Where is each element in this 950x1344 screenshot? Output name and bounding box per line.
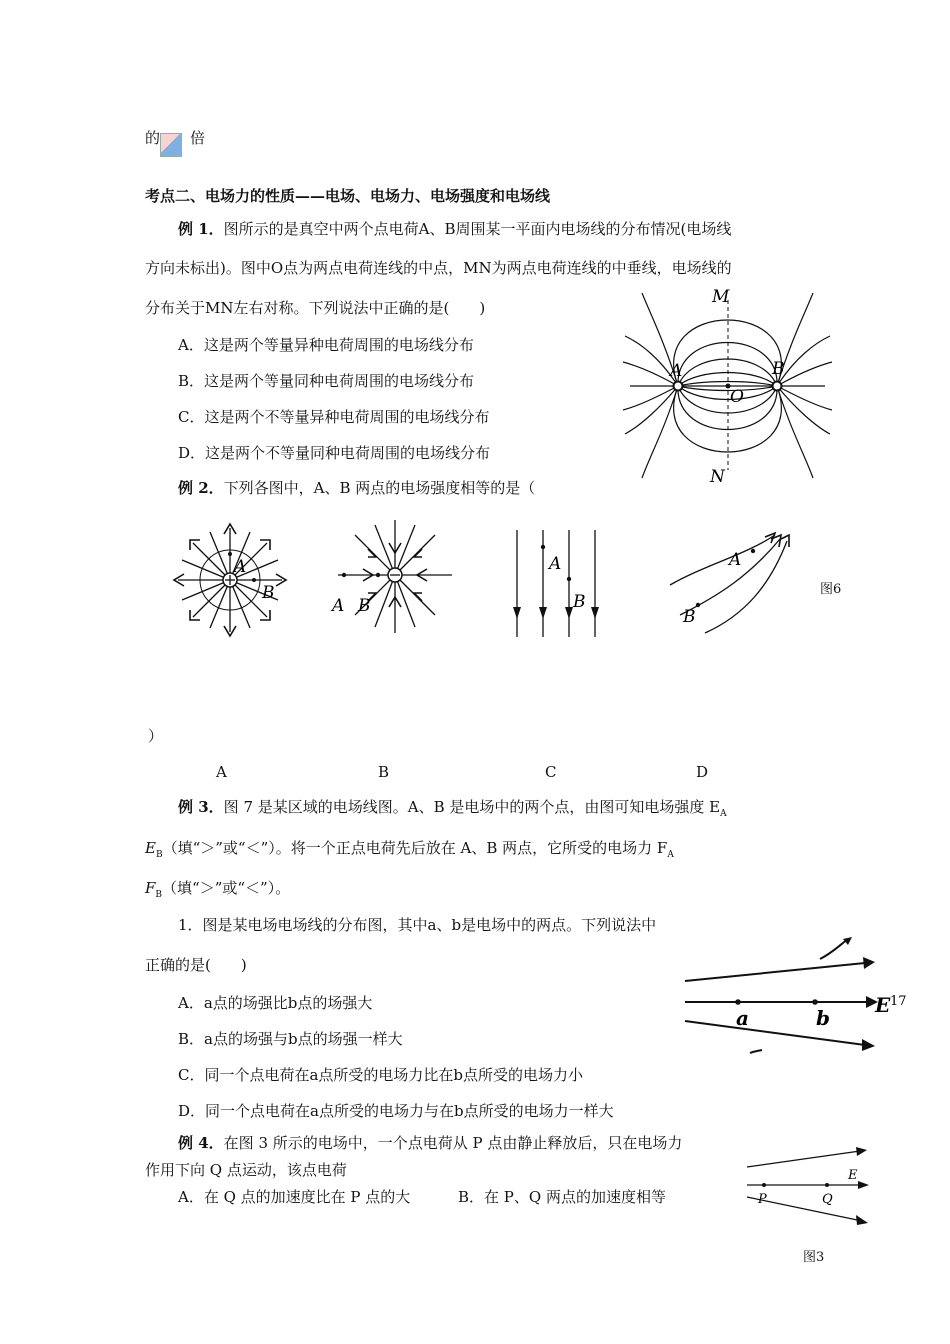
ex4-option-a: A．在 Q 点的加速度比在 P 点的大 <box>178 1188 411 1206</box>
ex3-f: F <box>145 879 156 897</box>
ex2a-label-a: A <box>234 557 247 577</box>
ex3-text3: （填“＞”或“＜”）。 <box>162 879 291 897</box>
ex4-field-figure <box>742 1145 872 1230</box>
ex2d-label-a: A <box>729 550 742 570</box>
ex2-choice-d: D <box>696 763 709 781</box>
ex3-sub-fb: B <box>155 890 163 900</box>
ex2-choice-b: B <box>378 763 390 781</box>
ex4-option-b: B．在 P、Q 两点的加速度相等 <box>458 1188 666 1206</box>
ex1-line1 <box>178 219 731 239</box>
ex2-closing: ） <box>148 727 164 745</box>
ex2-label: 例 2． <box>178 479 224 497</box>
ex1-label-a: A <box>670 361 683 381</box>
ex2-choice-a: A <box>216 763 227 781</box>
ex4-label-e: E <box>848 1168 858 1183</box>
ex2-figure-c <box>505 525 610 640</box>
ex3-text1: 图 7 是某区域的电场线图。A、B 是电场中的两个点，由图可知电场强度 E <box>223 798 721 816</box>
ex2-line <box>178 478 535 498</box>
q1-line1: 1．图是某电场电场线的分布图，其中a、b是电场中的两点。下列说法中 <box>178 916 657 934</box>
ex1-line3: 分布关于MN左右对称。下列说法中正确的是( ) <box>145 299 486 317</box>
ex3-line1 <box>178 797 727 824</box>
ex1-option-a: A．这是两个等量异种电荷周围的电场线分布 <box>178 336 474 354</box>
ex2b-label-b: B <box>358 596 371 616</box>
ex4-label-p: P <box>758 1192 767 1207</box>
q1-label-b: b <box>816 1006 830 1030</box>
ex3-line2 <box>145 838 674 865</box>
ex1-label-n: N <box>710 467 725 487</box>
ex2c-label-a: A <box>549 554 562 574</box>
ex4-text1: 在图 3 所示的电场中，一个点电荷从 P 点由静止释放后，只在电场力 <box>223 1134 683 1152</box>
ex2-figure-caption: 图6 <box>820 582 842 597</box>
ex4-line2: 作用下向 Q 点运动，该点电荷 <box>145 1161 347 1179</box>
ex2-figure-b <box>330 515 460 640</box>
ex1-option-d: D．这是两个不等量同种电荷周围的电场线分布 <box>178 444 491 462</box>
ex3-text2: （填“＞”或“＜”）。将一个正点电荷先后放在 A、B 两点，它所受的电场力 F <box>162 839 668 857</box>
ex2d-label-b: B <box>683 607 696 627</box>
ex2-text: 下列各图中，A、B 两点的电场强度相等的是（ <box>223 479 536 497</box>
ex3-e: E <box>145 839 156 857</box>
q1-label-e: E <box>875 993 891 1017</box>
ex1-label-m: M <box>712 287 730 307</box>
q1-option-a: A．a点的场强比b点的场强大 <box>178 994 373 1012</box>
ex2b-label-a: A <box>332 596 345 616</box>
ex4-label-q: Q <box>822 1192 833 1207</box>
ex3-sub-fa: A <box>667 850 674 860</box>
ex2a-label-b: B <box>262 583 275 603</box>
section-heading: 考点二、电场力的性质——电场、电场力、电场强度和电场线 <box>145 187 551 205</box>
ex3-label: 例 3． <box>178 798 224 816</box>
ex1-field-figure <box>620 287 835 487</box>
q1-option-b: B．a点的场强与b点的场强一样大 <box>178 1030 403 1048</box>
q1-label-a: a <box>736 1006 749 1030</box>
ex2-choice-c: C <box>545 763 557 781</box>
q1-option-c: C．同一个点电荷在a点所受的电场力比在b点所受的电场力小 <box>178 1066 584 1084</box>
q1-field-figure <box>680 935 910 1060</box>
ex2-figure-d <box>665 525 805 640</box>
ex1-label-o: O <box>730 387 744 407</box>
ex2-figure-a <box>170 520 290 640</box>
intro-post: 倍 <box>190 129 206 147</box>
q1-label-num: 17 <box>890 994 907 1009</box>
ex3-sub-a: A <box>720 809 727 819</box>
ex3-sub-b: B <box>155 850 163 860</box>
ex4-line1 <box>178 1133 682 1153</box>
ex1-line2: 方向未标出)。图中O点为两点电荷连线的中点，MN为两点电荷连线的中垂线，电场线的 <box>145 259 732 277</box>
ex4-label: 例 4． <box>178 1134 224 1152</box>
ex4-figure-caption: 图3 <box>803 1250 825 1265</box>
ex1-text1: 图所示的是真空中两个点电荷A、B周围某一平面内电场线的分布情况(电场线 <box>223 220 732 238</box>
ex1-option-c: C．这是两个不等量异种电荷周围的电场线分布 <box>178 408 490 426</box>
q1-option-d: D．同一个点电荷在a点所受的电场力与在b点所受的电场力一样大 <box>178 1102 614 1120</box>
broken-image-icon <box>160 133 182 157</box>
ex1-label-b: B <box>772 359 785 379</box>
q1-line2: 正确的是( ) <box>145 956 247 974</box>
ex2c-label-b: B <box>573 592 586 612</box>
ex3-line3 <box>145 878 290 905</box>
ex1-label: 例 1． <box>178 220 224 238</box>
ex1-option-b: B．这是两个等量同种电荷周围的电场线分布 <box>178 372 475 390</box>
intro-pre: 的 <box>145 129 161 147</box>
